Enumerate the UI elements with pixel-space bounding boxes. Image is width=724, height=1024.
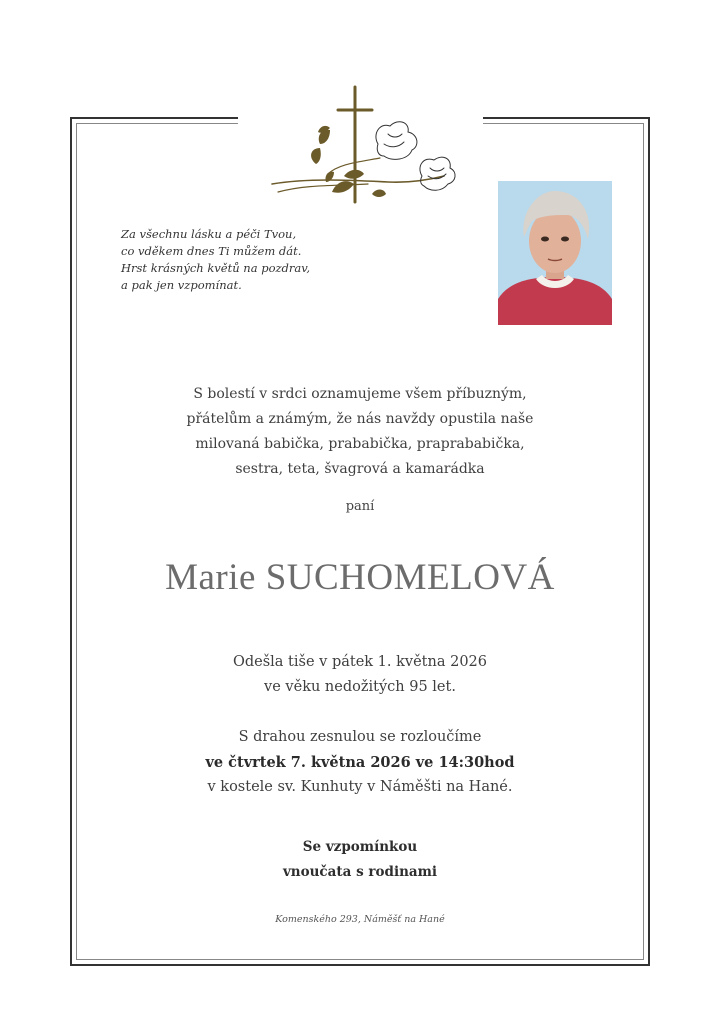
announcement-line: sestra, teta, švagrová a kamarádka xyxy=(235,461,485,477)
deceased-name: Marie SUCHOMELOVÁ xyxy=(165,557,555,598)
announcement-line: přátelům a známým, že nás navždy opustila naše xyxy=(186,411,534,427)
closing-line: Se vzpomínkou xyxy=(302,839,418,855)
death-info xyxy=(76,650,644,700)
poem-line: Za všechnu lásku a péči Tvou, xyxy=(121,227,297,241)
poem-line: a pak jen vzpomínat. xyxy=(121,278,242,292)
poem-line: Hrst krásných květů na pozdrav, xyxy=(121,261,311,275)
funeral-datetime: ve čtvrtek 7. května 2026 ve 14:30hod xyxy=(205,754,515,771)
poem-line: co vděkem dnes Ti můžem dát. xyxy=(121,244,302,258)
announcement-line: milovaná babička, prababička, praprababička, xyxy=(195,436,525,452)
death-line: ve věku nedožitých 95 let. xyxy=(264,679,456,695)
cross-roses-icon xyxy=(268,84,468,214)
portrait-photo xyxy=(498,181,612,325)
honorific: paní xyxy=(345,499,375,514)
address-footer: Komenského 293, Náměšť na Hané xyxy=(275,914,445,925)
death-line: Odešla tiše v pátek 1. května 2026 xyxy=(232,654,488,670)
funeral-intro: S drahou zesnulou se rozloučíme xyxy=(238,729,482,745)
funeral-info xyxy=(76,725,644,800)
funeral-place: v kostele sv. Kunhuty v Náměšti na Hané. xyxy=(207,779,513,795)
closing-signature xyxy=(76,835,644,885)
announcement-line: S bolestí v srdci oznamujeme všem příbuzným, xyxy=(193,386,527,402)
closing-line: vnoučata s rodinami xyxy=(282,864,438,880)
memorial-poem xyxy=(121,226,341,294)
announcement-text xyxy=(76,382,644,482)
portrait-image xyxy=(498,181,612,325)
